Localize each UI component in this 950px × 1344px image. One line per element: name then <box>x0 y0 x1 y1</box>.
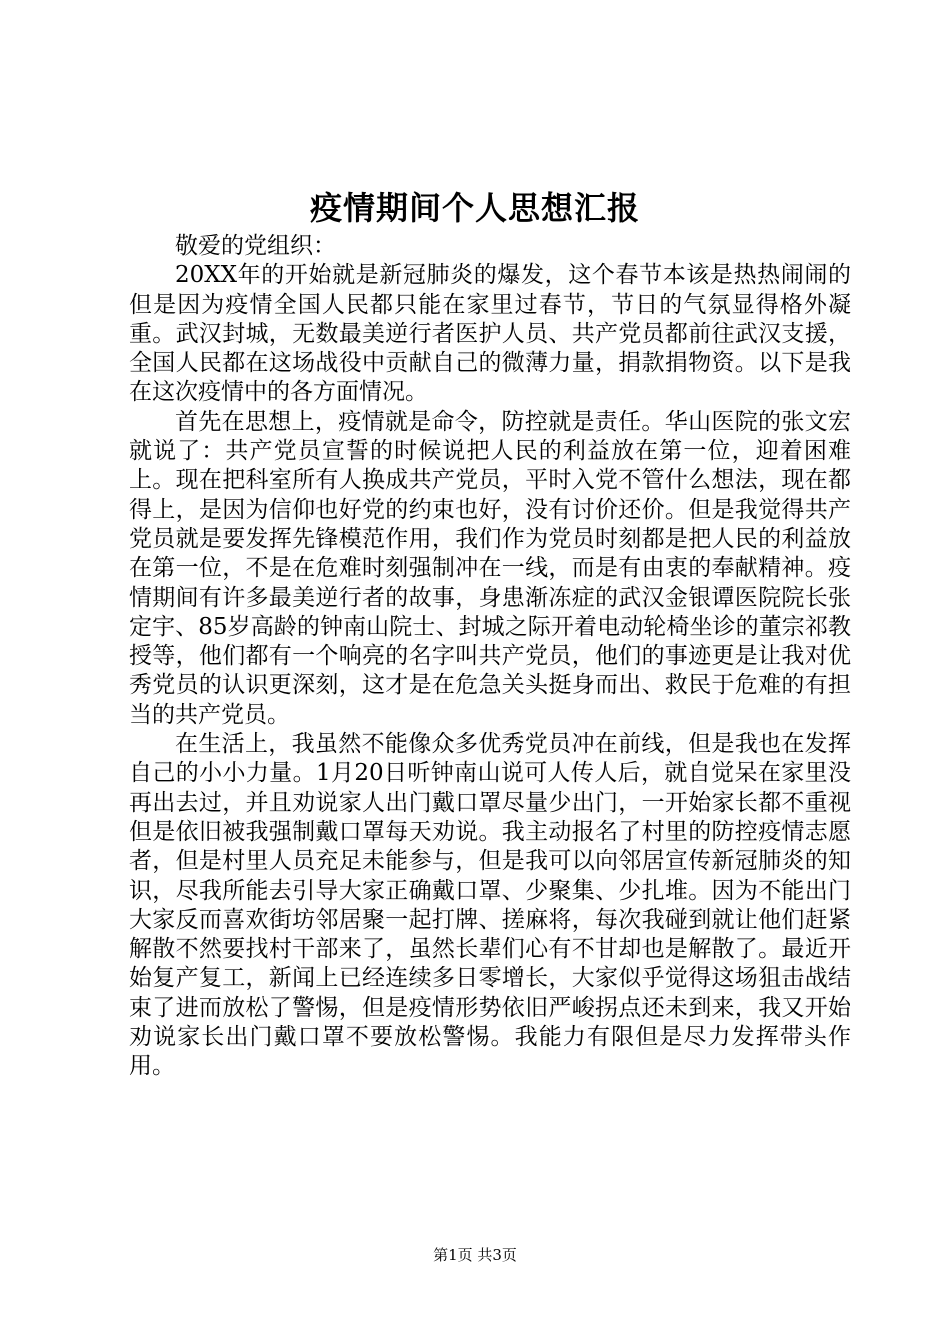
document-body <box>129 232 851 1082</box>
paragraph-life: 在生活上，我虽然不能像众多优秀党员冲在前线，但是我也在发挥自己的小小力量。1月20日听钟南山说可人传人后，就自觉呆在家里没再出去过，并且劝说家人出门戴口罩尽量少出门，一开始家长都不重视但是依旧被我强制戴口罩每天劝说。我主动报名了村里的防控疫情志愿者，但是村里人员充足未能参与，但是我可以向邻居宣传新冠肺炎的知识，尽我所能去引导大家正确戴口罩、少聚集、少扎堆。因为不能出门大家反而喜欢街坊邻居聚一起打牌、搓麻将，每次我碰到就让他们赶紧解散不然要找村干部来了，虽然长辈们心有不甘却也是解散了。最近开始复产复工，新闻上已经连续多日零增长，大家似乎觉得这场狙击战结束了进而放松了警惕，但是疫情形势依旧严峻拐点还未到来，我又开始劝说家长出门戴口罩不要放松警惕。我能力有限但是尽力发挥带头作用。 <box>129 731 851 1080</box>
paragraph-thought: 首先在思想上，疫情就是命令，防控就是责任。华山医院的张文宏就说了：共产党员宣誓的时候说把人民的利益放在第一位，迎着困难上。现在把科室所有人换成共产党员，平时入党不管什么想法，现在都得上，是因为信仰也好党的约束也好，没有讨价还价。但是我觉得共产党员就是要发挥先锋模范作用，我们作为党员时刻都是把人民的利益放在第一位，不是在危难时刻强制冲在一线，而是有由衷的奉献精神。疫情期间有许多最美逆行者的故事，身患渐冻症的武汉金银谭医院院长张定宇、85岁高龄的钟南山院士、封城之际开着电动轮椅坐诊的董宗祁教授等，他们都有一个响亮的名字叫共产党员，他们的事迹更是让我对优秀党员的认识更深刻，这才是在危急关头挺身而出、救民于危难的有担当的共产党员。 <box>129 408 851 728</box>
document-title: 疫情期间个人思想汇报 <box>309 189 640 227</box>
page-footer: 第1页 共3页 <box>433 1246 517 1264</box>
paragraph-intro: 20XX年的开始就是新冠肺炎的爆发，这个春节本该是热热闹闹的但是因为疫情全国人民都只能在家里过春节，节日的气氛显得格外凝重。武汉封城，无数最美逆行者医护人员、共产党员都前往武汉支援，全国人民都在这场战役中贡献自己的微薄力量，捐款捐物资。以下是我在这次疫情中的各方面情况。 <box>129 262 851 406</box>
salutation: 敬爱的党组织： <box>175 233 336 259</box>
